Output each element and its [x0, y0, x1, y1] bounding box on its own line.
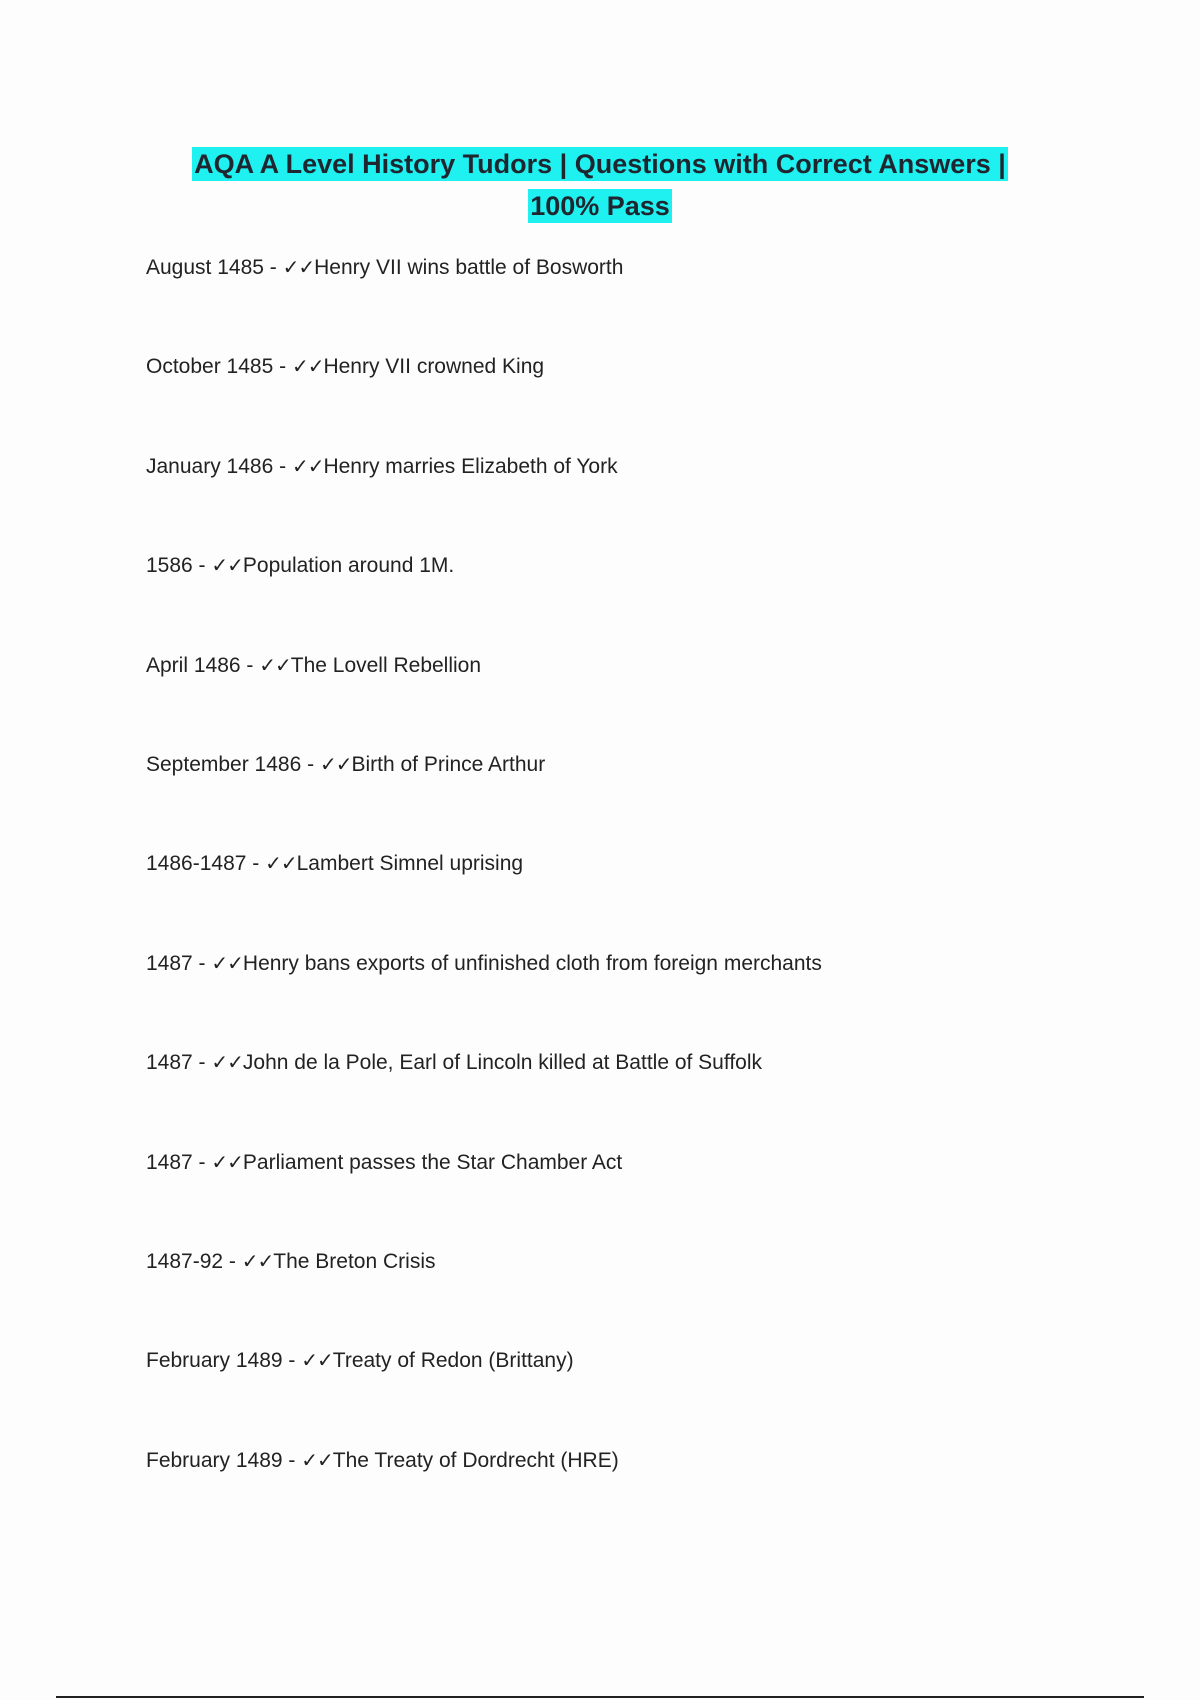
entry-answer: Henry VII wins battle of Bosworth	[314, 256, 624, 279]
qa-entry	[146, 349, 1146, 448]
entry-term: September 1486	[146, 752, 302, 776]
qa-entry	[146, 1343, 1146, 1442]
document-title	[0, 143, 1200, 227]
double-check-icon: ✓✓	[211, 553, 243, 578]
entry-separator: -	[192, 1051, 212, 1075]
entry-separator: -	[192, 1150, 212, 1174]
entry-term: 1586	[146, 554, 193, 578]
entry-separator: -	[273, 355, 292, 379]
entry-separator: -	[301, 752, 320, 776]
footer-rule	[56, 1696, 1144, 1698]
double-check-icon: ✓✓	[291, 354, 324, 379]
qa-entry	[146, 648, 1146, 747]
double-check-icon: ✓✓	[211, 1149, 243, 1174]
double-check-icon: ✓✓	[301, 1348, 333, 1373]
entry-term: 1487	[146, 951, 193, 975]
qa-entry	[146, 548, 1146, 647]
entry-answer: Henry bans exports of unfinished cloth from foreign merchants	[242, 951, 822, 975]
entry-separator: -	[282, 1448, 302, 1472]
title-line-2: 100% Pass	[530, 191, 670, 221]
entry-term: 1486-1487	[146, 852, 247, 876]
entry-term: February 1489	[146, 1349, 283, 1373]
entry-answer: Population around 1M.	[242, 554, 455, 578]
double-check-icon: ✓✓	[259, 652, 291, 677]
entry-separator: -	[273, 454, 292, 478]
qa-entry	[146, 747, 1146, 846]
double-check-icon: ✓✓	[319, 751, 352, 776]
entry-term: January 1486	[146, 454, 274, 478]
entry-term: February 1489	[146, 1448, 283, 1472]
qa-entry	[146, 946, 1146, 1045]
entry-answer: Treaty of Redon (Brittany)	[332, 1349, 574, 1373]
title-line-1: AQA A Level History Tudors | Questions with Correct Answers |	[194, 149, 1006, 179]
entry-answer: John de la Pole, Earl of Lincoln killed at Battle of Suffolk	[242, 1051, 762, 1075]
qa-entry	[146, 1443, 1146, 1542]
entry-term: October 1485	[146, 355, 274, 379]
entry-answer: The Lovell Rebellion	[290, 653, 482, 677]
entry-term: 1487	[146, 1150, 193, 1174]
entry-answer: Lambert Simnel uprising	[296, 852, 524, 876]
double-check-icon: ✓✓	[241, 1248, 274, 1273]
entry-answer: Henry VII crowned King	[323, 355, 545, 379]
double-check-icon: ✓✓	[282, 255, 315, 279]
entry-answer: Birth of Prince Arthur	[351, 752, 546, 776]
entry-separator: -	[246, 852, 266, 876]
qa-entry	[146, 1244, 1146, 1343]
entry-term: 1487	[146, 1051, 193, 1075]
qa-entry	[146, 449, 1146, 548]
entry-separator: -	[192, 951, 212, 975]
entry-separator: -	[192, 554, 212, 578]
qa-list	[146, 250, 1146, 1542]
entry-answer: Henry marries Elizabeth of York	[323, 454, 618, 478]
double-check-icon: ✓✓	[301, 1447, 333, 1472]
entry-separator: -	[282, 1349, 302, 1373]
entry-answer: The Breton Crisis	[273, 1249, 436, 1273]
double-check-icon: ✓✓	[211, 950, 243, 975]
entry-separator: -	[240, 653, 260, 677]
double-check-icon: ✓✓	[211, 1050, 243, 1075]
entry-answer: The Treaty of Dordrecht (HRE)	[332, 1448, 619, 1472]
qa-entry	[146, 1045, 1146, 1144]
qa-entry	[146, 250, 1146, 349]
double-check-icon: ✓✓	[291, 453, 324, 478]
double-check-icon: ✓✓	[265, 851, 297, 876]
entry-term: 1487-92	[146, 1249, 224, 1273]
entry-separator: -	[223, 1249, 242, 1273]
entry-separator: -	[263, 256, 283, 279]
qa-entry	[146, 1145, 1146, 1244]
entry-term: August 1485	[146, 256, 264, 279]
entry-term: April 1486	[146, 653, 241, 677]
entry-answer: Parliament passes the Star Chamber Act	[242, 1150, 623, 1174]
qa-entry	[146, 846, 1146, 945]
